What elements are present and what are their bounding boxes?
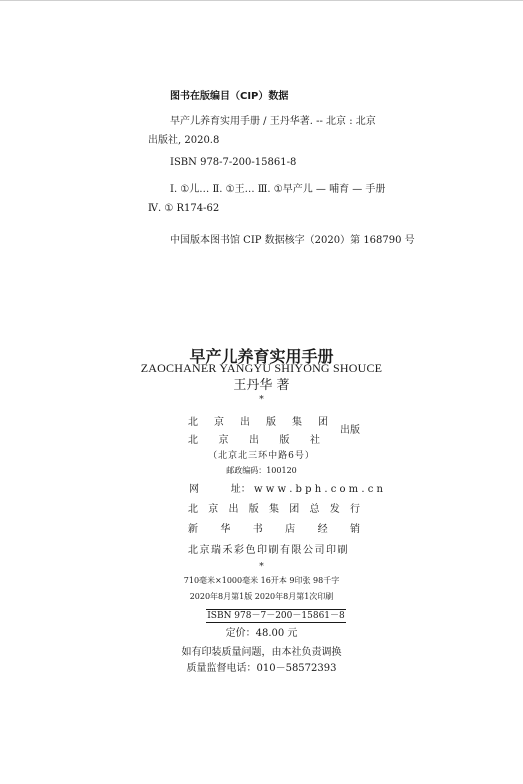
publisher-house-row bbox=[188, 431, 320, 446]
publisher-char: 版 bbox=[266, 417, 276, 428]
cip-classification-cont: Ⅳ. ① R174-62 bbox=[148, 203, 220, 214]
publisher-char: 出 bbox=[249, 435, 259, 446]
price: 定价：48.00 元 bbox=[225, 628, 298, 639]
distributor-char: 版 bbox=[248, 504, 259, 515]
publisher-char: 社 bbox=[310, 435, 320, 446]
seller-char: 华 bbox=[220, 524, 231, 535]
distributor-row bbox=[188, 500, 360, 515]
book-title: 早产儿养育实用手册 bbox=[189, 347, 334, 366]
publisher-char: 京 bbox=[218, 435, 229, 446]
distributor-char: 总 bbox=[309, 504, 320, 515]
seller-char: 经 bbox=[317, 524, 328, 535]
distributor-char: 京 bbox=[208, 504, 219, 515]
publisher-group-row bbox=[188, 413, 328, 428]
seller-char: 店 bbox=[285, 524, 296, 535]
publisher-char: 集 bbox=[292, 417, 302, 428]
distributor-char: 发 bbox=[329, 504, 340, 515]
publisher-char: 北 bbox=[188, 417, 198, 428]
publisher-char: 版 bbox=[279, 435, 290, 446]
quality-notice: 如有印装质量问题，由本社负责调换 bbox=[181, 647, 342, 658]
publisher-char: 北 bbox=[188, 435, 198, 446]
edition-info: 2020年8月第1版 2020年8月第1次印刷 bbox=[189, 592, 334, 601]
quality-phone: 质量监督电话：010－58572393 bbox=[186, 663, 337, 674]
distributor-char: 出 bbox=[228, 504, 239, 515]
seller-char: 新 bbox=[188, 524, 198, 535]
distributor-char: 集 bbox=[269, 504, 279, 515]
website-label: 网 址： bbox=[189, 484, 251, 495]
book-author: 王丹华 著 bbox=[233, 378, 290, 393]
cip-heading: 图书在版编目（CIP）数据 bbox=[170, 91, 289, 102]
print-specs: 710毫米×1000毫米 16开本 9印张 98千字 bbox=[183, 576, 340, 585]
postcode: 邮政编码：100120 bbox=[226, 466, 297, 475]
website-line bbox=[189, 480, 383, 495]
publisher-char: 京 bbox=[214, 417, 224, 428]
cip-isbn: ISBN 978-7-200-15861-8 bbox=[170, 157, 297, 168]
publisher-char: 团 bbox=[318, 417, 328, 428]
top-border-line bbox=[0, 0, 523, 1]
seller-row bbox=[188, 520, 360, 535]
cip-record-number: 中国版本图书馆 CIP 数据核字（2020）第 168790 号 bbox=[170, 235, 415, 246]
website-url: w w w . b p h . c o m . c n bbox=[253, 484, 383, 495]
cip-line-1: 早产儿养育实用手册 / 王丹华著. -- 北京 : 北京 bbox=[170, 116, 376, 127]
distributor-char: 北 bbox=[188, 504, 198, 515]
seller-char: 销 bbox=[349, 524, 360, 535]
publish-label: 出版 bbox=[340, 425, 360, 436]
distributor-char: 行 bbox=[350, 504, 360, 515]
distributor-char: 团 bbox=[289, 504, 300, 515]
separator-star-2: * bbox=[259, 562, 264, 572]
publisher-address: （北京北三环中路6号） bbox=[208, 451, 315, 461]
separator-star: * bbox=[259, 395, 264, 405]
cip-line-1-cont: 出版社, 2020.8 bbox=[148, 135, 220, 146]
isbn-box: ISBN 978－7－200－15861－8 bbox=[207, 611, 345, 621]
publisher-char: 出 bbox=[240, 417, 250, 428]
printer: 北京瑞禾彩色印刷有限公司印刷 bbox=[188, 545, 349, 556]
cip-classification: Ⅰ. ①儿… Ⅱ. ①王… Ⅲ. ①早产儿 — 哺育 — 手册 bbox=[170, 184, 386, 195]
book-title-pinyin: ZAOCHANER YANGYU SHIYONG SHOUCE bbox=[140, 361, 383, 375]
seller-char: 书 bbox=[252, 524, 263, 535]
